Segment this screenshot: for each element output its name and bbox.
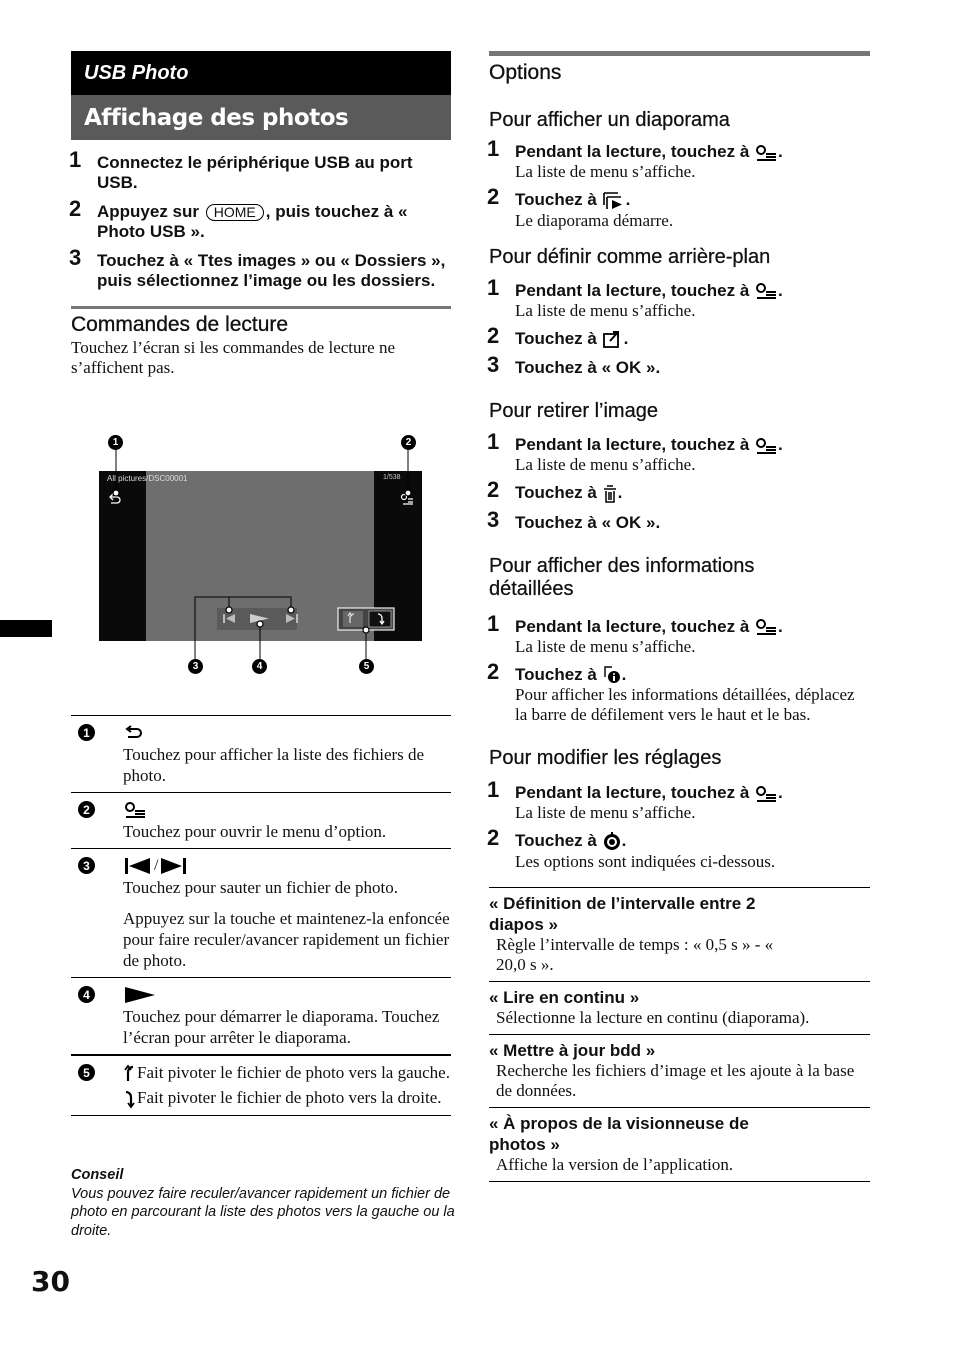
step-text: Connectez le périphérique USB au port USB. — [97, 153, 413, 192]
section-header — [71, 51, 451, 95]
right-column — [489, 51, 870, 1182]
setting-title: « Mettre à jour bdd » — [489, 1040, 656, 1060]
tip-title: Conseil — [71, 1167, 124, 1183]
step-desc: La liste de menu s’affiche. — [515, 455, 696, 475]
controls-table — [71, 715, 451, 1116]
block-info-steps — [487, 610, 870, 726]
step-number: 2 — [487, 658, 500, 684]
setting-update-db — [489, 1035, 870, 1108]
step-2: 2 Touchez à . — [487, 322, 629, 348]
control-desc: Touchez pour sauter un fichier de photo. — [123, 878, 398, 897]
block-info-title: Pour afficher des informations détaillées — [489, 554, 755, 600]
screen-counter: 1/538 — [383, 474, 401, 481]
control-row-2 — [71, 793, 451, 849]
home-button-label: HOME — [206, 204, 264, 221]
step-desc: Pour afficher les informations détaillées, déplacez la barre de défilement vers le haut et le bas. — [515, 685, 855, 725]
block-slideshow-title: Pour afficher un diaporama — [489, 109, 730, 131]
control-row-3 — [71, 849, 451, 978]
step-number: 1 — [487, 777, 500, 803]
option-menu-icon — [123, 801, 147, 819]
step-text: Pendant la lecture, touchez à — [515, 616, 750, 636]
step-1: 1 Pendant la lecture, touchez à . La liste de menu s’affiche. — [489, 617, 870, 657]
setting-title: « Définition de l’intervalle entre 2 diapos » — [489, 893, 756, 934]
settings-options-table — [489, 887, 870, 1182]
step-text: Pendant la lecture, touchez à — [515, 280, 750, 300]
step-text: Touchez à — [515, 483, 597, 503]
control-row-1 — [71, 716, 451, 793]
step-number: 3 — [487, 352, 500, 378]
step-desc: La liste de menu s’affiche. — [515, 162, 696, 181]
side-tab-marker — [0, 620, 52, 637]
step-text: Pendant la lecture, touchez à — [515, 142, 750, 161]
section-label: USB Photo — [84, 61, 189, 84]
step-2: 2 Touchez à . Les options sont indiquées ci-dessous. — [489, 831, 870, 872]
callout-2: 2 — [401, 435, 416, 450]
row-badge: 2 — [78, 801, 95, 818]
step-text: Touchez à — [515, 664, 597, 684]
row-badge: 5 — [78, 1064, 95, 1081]
step-text: , puis touchez à « Photo USB ». — [97, 202, 408, 241]
step-text: Touchez à — [515, 190, 597, 209]
settings-icon — [602, 832, 622, 852]
step-text: Touchez à — [515, 328, 597, 348]
step-text: Touchez à « OK ». — [515, 512, 661, 532]
trash-icon — [602, 484, 618, 504]
step-text: Touchez à « Ttes images » ou « Dossiers », puis sélectionnez l’image ou les dossiers. — [97, 251, 446, 290]
control-row-5 — [71, 1056, 451, 1116]
step-desc: La liste de menu s’affiche. — [515, 803, 696, 823]
step-text: Touchez à — [515, 831, 597, 851]
setting-title: « Lire en continu » — [489, 987, 640, 1007]
control-desc: Touchez pour afficher la liste des fichiers de photo. — [123, 745, 425, 785]
commandes-title: Commandes de lecture — [71, 313, 289, 336]
next-icon — [159, 857, 189, 875]
step-number: 2 — [487, 477, 500, 503]
setting-continuous — [489, 982, 870, 1035]
tip-box — [71, 1166, 456, 1240]
row-badge: 4 — [78, 986, 95, 1003]
step-number: 2 — [69, 196, 82, 221]
setting-desc: Affiche la version de l’application. — [496, 1154, 734, 1174]
step-1 — [69, 147, 451, 193]
control-desc: Fait pivoter le fichier de photo vers la droite. — [137, 1088, 442, 1108]
step-number: 2 — [487, 322, 500, 348]
step-3 — [487, 506, 870, 533]
setting-desc: Sélectionne la lecture en continu (diaporama). — [496, 1007, 810, 1027]
callout-5: 5 — [359, 659, 374, 674]
option-menu-icon — [754, 437, 778, 455]
step-number: 3 — [69, 245, 82, 270]
block-remove-title: Pour retirer l’image — [489, 400, 658, 423]
control-desc: Fait pivoter le fichier de photo vers la gauche. — [137, 1063, 450, 1082]
step-text: Appuyez sur — [97, 202, 200, 221]
block-settings-steps — [487, 777, 870, 872]
callout-3: 3 — [188, 659, 203, 674]
step-1: 1 Pendant la lecture, touchez à . La liste de menu s’affiche. — [489, 435, 870, 475]
commandes-intro: Touchez l’écran si les commandes de lecture ne s’affichent pas. — [71, 338, 396, 377]
setting-interval — [489, 888, 870, 982]
step-number: 2 — [487, 825, 500, 851]
step-1: 1 Pendant la lecture, touchez à . La liste de menu s’affiche. — [489, 142, 870, 182]
steps-list — [69, 147, 451, 291]
slideshow-icon — [602, 191, 626, 211]
step-1: 1 Pendant la lecture, touchez à . La liste de menu s’affiche. — [489, 281, 870, 321]
wallpaper-icon — [602, 329, 624, 349]
step-number: 1 — [487, 429, 500, 455]
step-2: 2 Touchez à . — [487, 477, 623, 503]
block-remove-steps — [487, 429, 870, 533]
step-text: Touchez à « OK ». — [515, 358, 661, 378]
step-3 — [487, 352, 870, 378]
rotate-left-icon — [123, 1064, 137, 1084]
block-slideshow-steps — [487, 136, 870, 231]
step-number: 2 — [487, 184, 500, 209]
step-number: 1 — [487, 136, 500, 161]
separator: / — [154, 857, 159, 874]
option-menu-icon — [754, 282, 778, 300]
screen-svg — [99, 433, 423, 678]
return-icon — [123, 724, 143, 742]
setting-desc: Recherche les fichiers d’image et les ajoute à la base de données. — [496, 1060, 855, 1100]
block-settings-title: Pour modifier les réglages — [489, 747, 722, 770]
control-desc: Appuyez sur la touche et maintenez-la enfoncée pour faire reculer/avancer rapidement un fichier de photo. — [123, 909, 450, 970]
rotate-right-icon — [123, 1089, 137, 1109]
options-title: Options — [489, 61, 562, 84]
option-menu-icon — [754, 144, 778, 162]
row-badge: 1 — [78, 724, 95, 741]
block-wallpaper-title: Pour définir comme arrière-plan — [489, 245, 771, 268]
row-badge: 3 — [78, 857, 95, 874]
screen-file-path: All pictures/DSC00001 — [107, 474, 188, 483]
step-3 — [69, 245, 451, 291]
step-number: 1 — [69, 147, 82, 172]
setting-desc: Règle l’intervalle de temps : « 0,5 s » - « 20,0 s ». — [496, 934, 774, 974]
playback-screen-illustration — [99, 433, 423, 678]
left-column — [71, 51, 451, 378]
step-desc: La liste de menu s’affiche. — [515, 300, 696, 320]
prev-icon — [123, 857, 153, 875]
callout-4: 4 — [252, 659, 267, 674]
step-2 — [69, 196, 451, 242]
step-desc: La liste de menu s’affiche. — [515, 636, 696, 656]
step-desc: Les options sont indiquées ci-dessous. — [515, 851, 776, 871]
control-row-4 — [71, 978, 451, 1056]
page-title: Affichage des photos — [84, 104, 349, 131]
step-number: 1 — [487, 274, 500, 300]
page-title-bar — [71, 95, 451, 140]
setting-title: « À propos de la visionneuse de photos » — [489, 1113, 749, 1154]
section-divider — [71, 306, 451, 309]
step-2: 2 Touchez à . Pour afficher les informations détaillées, déplacez la barre de défilement vers le haut et le bas. — [489, 665, 870, 726]
options-divider — [489, 51, 870, 56]
block-wallpaper-steps — [487, 274, 870, 379]
tip-text: Vous pouvez faire reculer/avancer rapidement un fichier de photo en parcourant la liste des photos vers la gauche ou la droite. — [71, 1185, 455, 1239]
option-menu-icon — [754, 785, 778, 803]
step-number: 1 — [487, 610, 500, 636]
step-2: 2 Touchez à . Le diaporama démarre. — [489, 190, 870, 231]
play-icon — [123, 986, 157, 1004]
page-number: 30 — [31, 1265, 70, 1298]
option-menu-icon — [754, 618, 778, 636]
step-desc: Le diaporama démarre. — [515, 210, 674, 230]
info-icon — [602, 665, 622, 685]
step-text: Pendant la lecture, touchez à — [515, 783, 750, 803]
step-text: Pendant la lecture, touchez à — [515, 435, 750, 455]
step-number: 3 — [487, 506, 500, 532]
setting-about — [489, 1108, 870, 1182]
step-1: 1 Pendant la lecture, touchez à . La liste de menu s’affiche. — [489, 783, 870, 823]
control-desc: Touchez pour démarrer le diaporama. Touchez l’écran pour arrêter le diaporama. — [123, 1007, 440, 1047]
control-desc: Touchez pour ouvrir le menu d’option. — [123, 822, 387, 841]
callout-1: 1 — [108, 435, 123, 450]
